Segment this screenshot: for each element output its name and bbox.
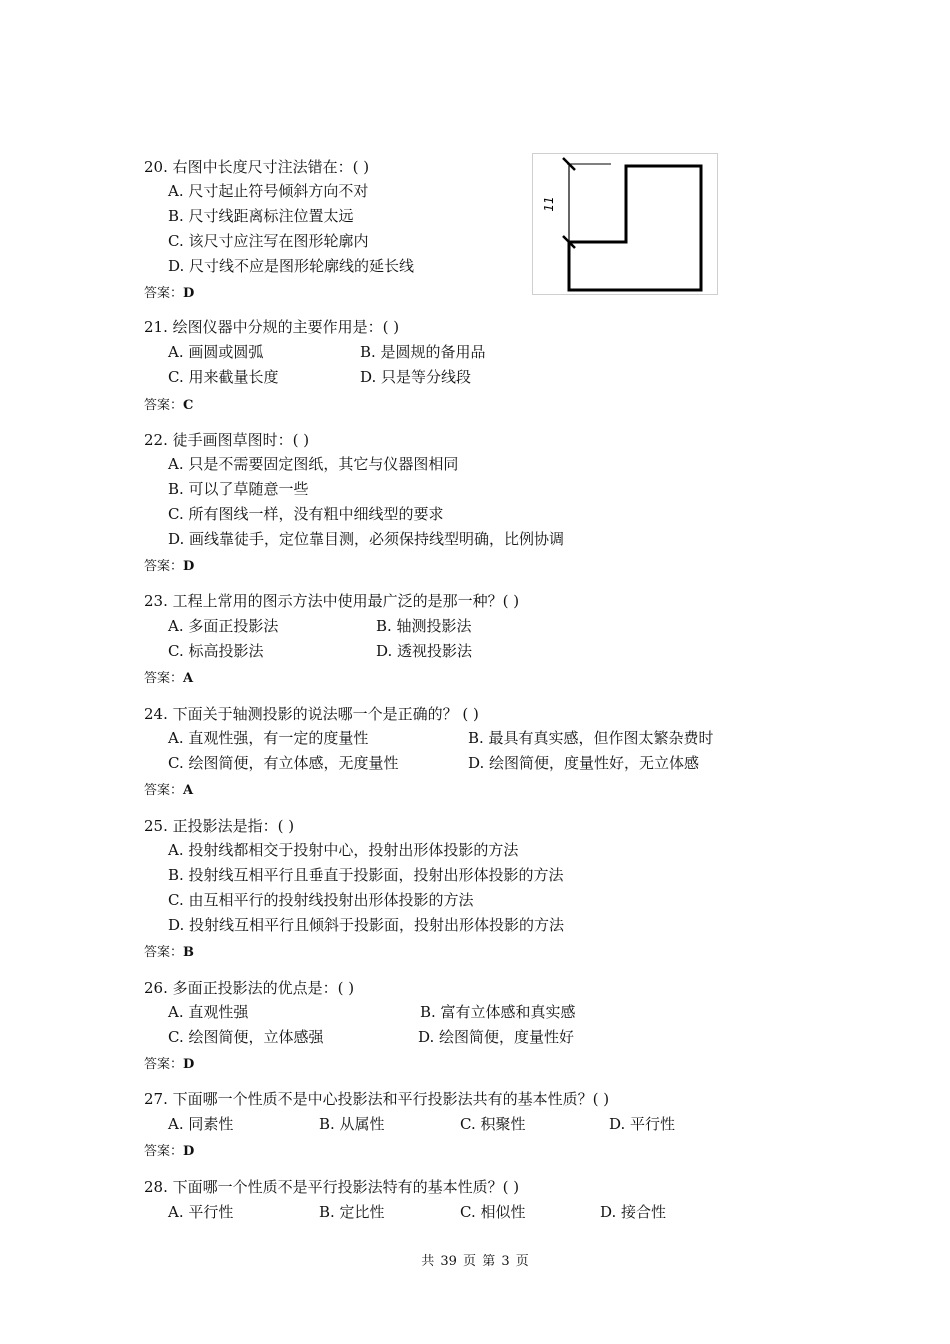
question-22-answer (144, 558, 194, 576)
question-20-answer (144, 285, 194, 303)
question-24-option-b: B. 最具有真实感，但作图太繁杂费时 (468, 729, 714, 747)
question-20-option-b: B. 尺寸线距离标注位置太远 (168, 207, 354, 225)
answer-label: 答案： (144, 559, 184, 574)
question-21-option-c: C. 用来截量长度 (168, 368, 279, 386)
question-28-stem: 28. 下面哪一个性质不是平行投影法特有的基本性质？( ) (144, 1178, 520, 1196)
question-28-option-a: A. 平行性 (168, 1203, 234, 1221)
answer-value: D (183, 1144, 195, 1159)
answer-value: D (183, 286, 195, 301)
question-25-option-b: B. 投射线互相平行且垂直于投影面，投射出形体投影的方法 (168, 866, 564, 884)
question-21-answer (144, 397, 193, 415)
page-footer: 共 39 页 第 3 页 (421, 1254, 529, 1269)
question-27-option-a: A. 同素性 (168, 1115, 234, 1133)
question-28-option-c: C. 相似性 (460, 1203, 526, 1221)
dimension-text: 11 (542, 196, 556, 212)
dimension-figure (532, 153, 718, 295)
question-25-stem: 25. 正投影法是指：( ) (144, 817, 295, 835)
question-21-stem: 21. 绘图仪器中分规的主要作用是：( ) (144, 318, 400, 336)
question-24-option-c: C. 绘图简便，有立体感，无度量性 (168, 754, 399, 772)
question-27-option-c: C. 积聚性 (460, 1115, 526, 1133)
answer-label: 答案： (144, 1144, 184, 1159)
question-26-option-a: A. 直观性强 (168, 1003, 249, 1021)
question-21-option-d: D. 只是等分线段 (360, 368, 472, 386)
question-23-stem: 23. 工程上常用的图示方法中使用最广泛的是那一种？( ) (144, 592, 520, 610)
question-25-option-c: C. 由互相平行的投射线投射出形体投影的方法 (168, 891, 474, 909)
question-20-option-c: C. 该尺寸应注写在图形轮廓内 (168, 232, 369, 250)
answer-value: C (183, 398, 194, 413)
dimension-drawing (533, 154, 719, 296)
answer-value: D (183, 1057, 195, 1072)
question-28-option-b: B. 定比性 (319, 1203, 385, 1221)
answer-value: D (183, 559, 195, 574)
answer-value: B (183, 945, 195, 960)
question-24-option-d: D. 绘图简便，度量性好，无立体感 (468, 754, 700, 772)
question-27-stem: 27. 下面哪一个性质不是中心投影法和平行投影法共有的基本性质？( ) (144, 1090, 610, 1108)
answer-label: 答案： (144, 671, 184, 686)
question-26-answer (144, 1056, 194, 1074)
question-21-option-b: B. 是圆规的备用品 (360, 343, 486, 361)
question-20-stem: 20. 右图中长度尺寸注法错在：( ) (144, 158, 370, 176)
question-23-option-c: C. 标高投影法 (168, 642, 264, 660)
question-25-answer (144, 944, 194, 962)
answer-label: 答案： (144, 286, 184, 301)
shape-outline (569, 166, 701, 290)
question-22-option-b: B. 可以了草随意一些 (168, 480, 309, 498)
question-27-option-b: B. 从属性 (319, 1115, 385, 1133)
question-27-option-d: D. 平行性 (609, 1115, 676, 1133)
question-22-option-a: A. 只是不需要固定图纸，其它与仪器图相同 (168, 455, 459, 473)
question-22-option-c: C. 所有图线一样，没有粗中细线型的要求 (168, 505, 444, 523)
question-23-option-d: D. 透视投影法 (376, 642, 473, 660)
question-22-option-d: D. 画线靠徒手，定位靠目测，必须保持线型明确，比例协调 (168, 530, 565, 548)
question-25-option-d: D. 投射线互相平行且倾斜于投影面，投射出形体投影的方法 (168, 916, 565, 934)
question-24-option-a: A. 直观性强，有一定的度量性 (168, 729, 369, 747)
question-24-answer (144, 782, 193, 800)
question-22-stem: 22. 徒手画图草图时：( ) (144, 431, 310, 449)
question-23-option-a: A. 多面正投影法 (168, 617, 279, 635)
answer-value: A (183, 783, 194, 798)
question-23-option-b: B. 轴测投影法 (376, 617, 472, 635)
answer-label: 答案： (144, 783, 184, 798)
question-21-option-a: A. 画圆或圆弧 (168, 343, 264, 361)
question-20-option-a: A. 尺寸起止符号倾斜方向不对 (168, 182, 369, 200)
question-26-stem: 26. 多面正投影法的优点是：( ) (144, 979, 355, 997)
answer-value: A (183, 671, 194, 686)
question-24-stem: 24. 下面关于轴测投影的说法哪一个是正确的？ ( ) (144, 705, 479, 723)
question-23-answer (144, 670, 193, 688)
question-27-answer (144, 1143, 194, 1161)
question-28-option-d: D. 接合性 (600, 1203, 667, 1221)
answer-label: 答案： (144, 945, 184, 960)
answer-label: 答案： (144, 1057, 184, 1072)
question-26-option-d: D. 绘图简便，度量性好 (418, 1028, 575, 1046)
question-26-option-b: B. 富有立体感和真实感 (420, 1003, 576, 1021)
answer-label: 答案： (144, 398, 184, 413)
question-20-option-d: D. 尺寸线不应是图形轮廓线的延长线 (168, 257, 415, 275)
question-26-option-c: C. 绘图简便，立体感强 (168, 1028, 324, 1046)
question-25-option-a: A. 投射线都相交于投射中心，投射出形体投影的方法 (168, 841, 519, 859)
